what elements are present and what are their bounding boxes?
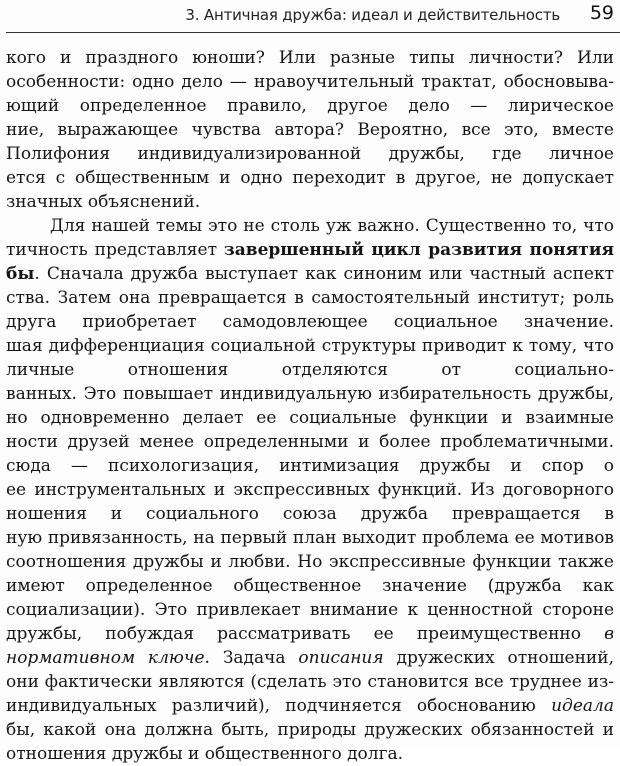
text-run: ную привязанность, на первый план выходит проблема ее мотивов [6,528,614,548]
text-line [6,694,614,718]
text-run: ношения и социального союза дружба превращается в [6,504,614,524]
text-run: соотношения дружбы и любви. Но экспрессивные функции также [6,552,614,572]
text-line [6,166,614,190]
text-run: тичность представляет [6,240,224,260]
text-run: друга приобретает самодовлеющее социальное значение. [6,312,614,332]
bold-text: завершенный цикл развития понятия [223,240,614,260]
text-run: . Сначала дружба выступает как синоним или частный аспект [34,264,614,284]
text-line [6,718,614,742]
text-line [6,118,614,142]
text-line [6,598,614,622]
text-run: значных объяснений. [6,192,201,212]
text-line [6,190,614,214]
italic-text: идеала [551,696,614,716]
running-title: 3. Античная дружба: идеал и действительность [185,6,560,24]
text-line [6,502,614,526]
text-line [6,550,614,574]
text-run: особенности: одно дело — нравоучительный трактат, обосновыва- [6,72,614,92]
text-run: индивидуальных различий), подчиняется обоснованию [6,696,552,716]
text-line [6,622,614,646]
text-run: ющий определенное правило, другое дело — лирическое [6,96,614,116]
text-run: социализации). Это привлекает внимание к ценностной стороне [6,600,614,620]
header-rule [6,32,620,33]
text-run: ванных. Это повышает индивидуальную избирательность дружбы, [6,384,614,404]
text-line [6,406,614,430]
text-run: ние, выражающее чувства автора? Вероятно, все это, вместе [6,120,614,140]
text-run: . Задача [204,648,299,668]
text-line [6,454,614,478]
text-line [6,70,614,94]
text-run: кого и праздного юноши? Или разные типы личности? Или [6,48,614,68]
text-line [6,142,614,166]
text-line [6,310,614,334]
text-line [6,574,614,598]
text-run: дружеских отношений, [396,648,614,668]
text-run: бы, какой она должна быть, природы дружеских обязанностей и [6,720,614,740]
text-run: ется с общественным и одно переходит в другое, не допускает [6,168,614,188]
text-line [6,670,614,694]
text-run: ства. Затем она превращается в самостоятельный институт; роль [6,288,614,308]
text-line [6,94,614,118]
italic-text: нормативном ключе [6,648,205,668]
text-line [6,46,614,70]
text-run: ности друзей менее определенными и более проблематичными. [6,432,614,452]
text-run: личные отношения отделяются от социально- [6,360,614,380]
text-line [6,334,614,358]
bold-text: бы [6,264,35,284]
text-line [6,526,614,550]
text-run: Для нашей темы это не столь уж важно. Существенно то, что [50,216,614,236]
text-line [6,430,614,454]
text-run: дружбы, побуждая рассматривать ее преимущественно [6,624,605,644]
text-line [6,742,614,766]
text-run: сюда — психологизация, интимизация дружбы и спор о [6,456,614,476]
text-run: имеют определенное общественное значение (дружба как [6,576,614,596]
text-run: они фактически являются (сделать это становится все труднее из- [6,672,614,692]
italic-text: в [604,624,614,644]
text-run: Полифония индивидуализированной дружбы, где личное [6,144,614,164]
text-line [6,214,614,238]
page-number: 59 [589,2,614,24]
text-line [6,646,614,670]
page-header [0,0,620,34]
text-run: но одновременно делает ее социальные функции и взаимные [6,408,614,428]
text-line [6,358,614,382]
text-run: отношения дружбы и общественного долга. [6,744,404,764]
text-line [6,286,614,310]
text-line [6,478,614,502]
text-line [6,382,614,406]
text-run: ее инструментальных и экспрессивных функций. Из договорного [6,480,614,500]
body-text [6,46,614,766]
text-line [6,238,614,262]
italic-text: описания [298,648,384,668]
text-line [6,262,614,286]
text-run: шая дифференциация социальной структуры приводит к тому, что [6,336,614,356]
